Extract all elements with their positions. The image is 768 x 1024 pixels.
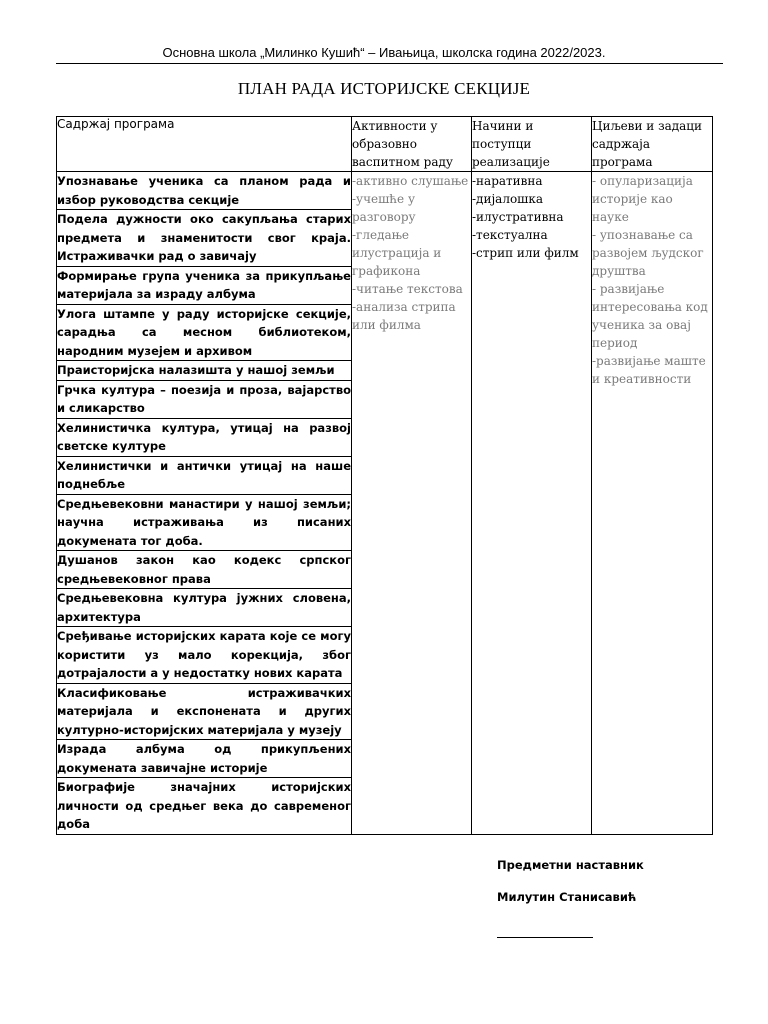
header-goals: Циљеви и задаци садржаја програма xyxy=(592,117,713,172)
header-activities: Активности у образовно васпитном раду xyxy=(352,117,472,172)
program-item: Упознавање ученика са планом рада и избор руководства секције xyxy=(57,172,352,210)
program-item: Душанов закон као кодекс српског средњевековног права xyxy=(57,551,352,589)
header-methods: Начини и поступци реализације xyxy=(472,117,592,172)
teacher-role: Предметни наставник xyxy=(497,858,644,872)
program-item: Улога штампе у раду историјске секције, сарадња са месном библиотеком, народним музејем и архивом xyxy=(57,304,352,361)
header-content: Садржај програма xyxy=(57,117,352,172)
section-plan-table xyxy=(56,116,713,835)
methods-cell: -наративна -дијалошка -илустративна -текстуална -стрип или филм xyxy=(472,172,592,835)
program-item: Грчка култура – поезија и проза, вајарство и сликарство xyxy=(57,380,352,418)
program-item: Средњевековни манастири у нашој земљи; научна истраживања из писаних докумената тог доба. xyxy=(57,494,352,551)
program-item: Подела дужности око сакупљања старих предмета и знаменитости свог краја. Истраживачки рад о завичају xyxy=(57,210,352,267)
program-item: Праисторијска налазишта у нашој земљи xyxy=(57,361,352,381)
program-item: Хелинистички и антички утицај на наше поднебље xyxy=(57,456,352,494)
program-item: Формирање група ученика за прикупљање материјала за израду албума xyxy=(57,266,352,304)
program-item: Хелинистичка култура, утицај на развој светске културе xyxy=(57,418,352,456)
activities-cell: -активно слушање -учешће у разговору -гледање илустрација и графикона -читање текстова -анализа стрипа или филма xyxy=(352,172,472,835)
program-item: Сређивање историјских карата које се могу користити уз мало корекција, због дотрајалости а у недостатку нових карата xyxy=(57,627,352,684)
document-title: ПЛАН РАДА ИСТОРИЈСКЕ СЕКЦИЈЕ xyxy=(237,79,531,98)
program-item: Средњевековна култура јужних словена, архитектура xyxy=(57,589,352,627)
program-item: Биографије значајних историјских личности од средњег века до савременог доба xyxy=(57,778,352,835)
header-rule xyxy=(56,63,723,64)
teacher-name: Милутин Станисавић xyxy=(497,890,637,904)
table-row xyxy=(57,172,713,210)
school-header: Основна школа „Милинко Кушић“ – Ивањица, школска година 2022/2023. xyxy=(162,45,606,60)
program-item: Класификовање истраживачких материјала и експонената и других културно-историјских материјала у музеју xyxy=(57,683,352,740)
program-item: Израда албума од прикупљених докумената завичајне историје xyxy=(57,740,352,778)
signature-line xyxy=(497,937,593,938)
goals-cell: - опуларизација историје као науке - упознавање са развојем људског друштва - развијање интересовања код ученика за овај период -развијање маште и креативности xyxy=(592,172,713,835)
table-header-row xyxy=(57,117,713,172)
